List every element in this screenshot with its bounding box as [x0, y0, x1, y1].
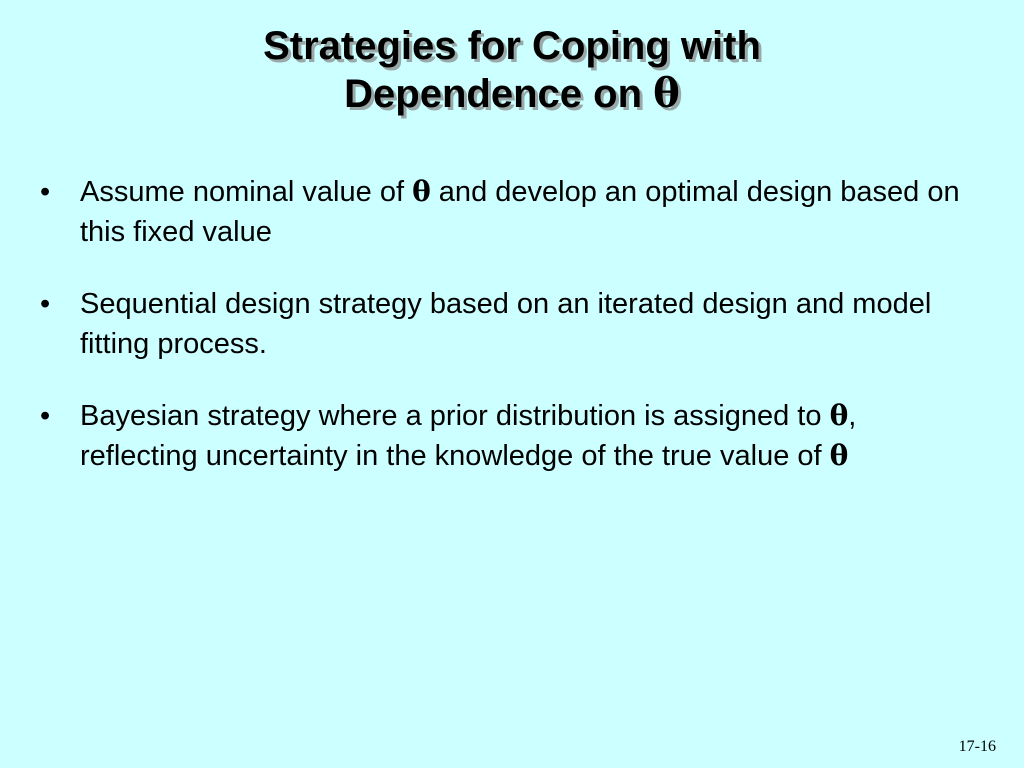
title-line-2-text: Dependence on: [344, 72, 654, 116]
bullet-text: Assume nominal value of: [80, 176, 413, 208]
bullet-list: [40, 172, 970, 508]
bullet-text: , reflecting uncertainty in the knowledge of the true value of: [80, 400, 857, 472]
theta-symbol: θ: [412, 175, 431, 208]
bullet-item-nominal-value: [40, 172, 970, 252]
bullet-item-sequential-design: [40, 284, 970, 364]
title-line-1: Strategies for Coping with: [263, 24, 761, 68]
theta-symbol: θ: [829, 439, 849, 472]
bullet-marker: •: [40, 288, 51, 320]
bullet-text: Sequential design strategy based on an iterated design and model fitting process.: [80, 288, 932, 360]
title-theta-symbol: θ: [653, 70, 680, 117]
slide-title: [0, 22, 1024, 118]
bullet-text: Bayesian strategy where a prior distribution is assigned to: [80, 400, 830, 432]
bullet-text: and develop an optimal design based on this fixed value: [80, 176, 960, 248]
bullet-marker: •: [40, 176, 51, 208]
slide-number: 17-16: [958, 738, 996, 755]
title-line-2: [0, 70, 1024, 118]
bullet-marker: •: [40, 400, 51, 432]
theta-symbol: θ: [829, 399, 849, 432]
bullet-item-bayesian-strategy: [40, 396, 970, 476]
